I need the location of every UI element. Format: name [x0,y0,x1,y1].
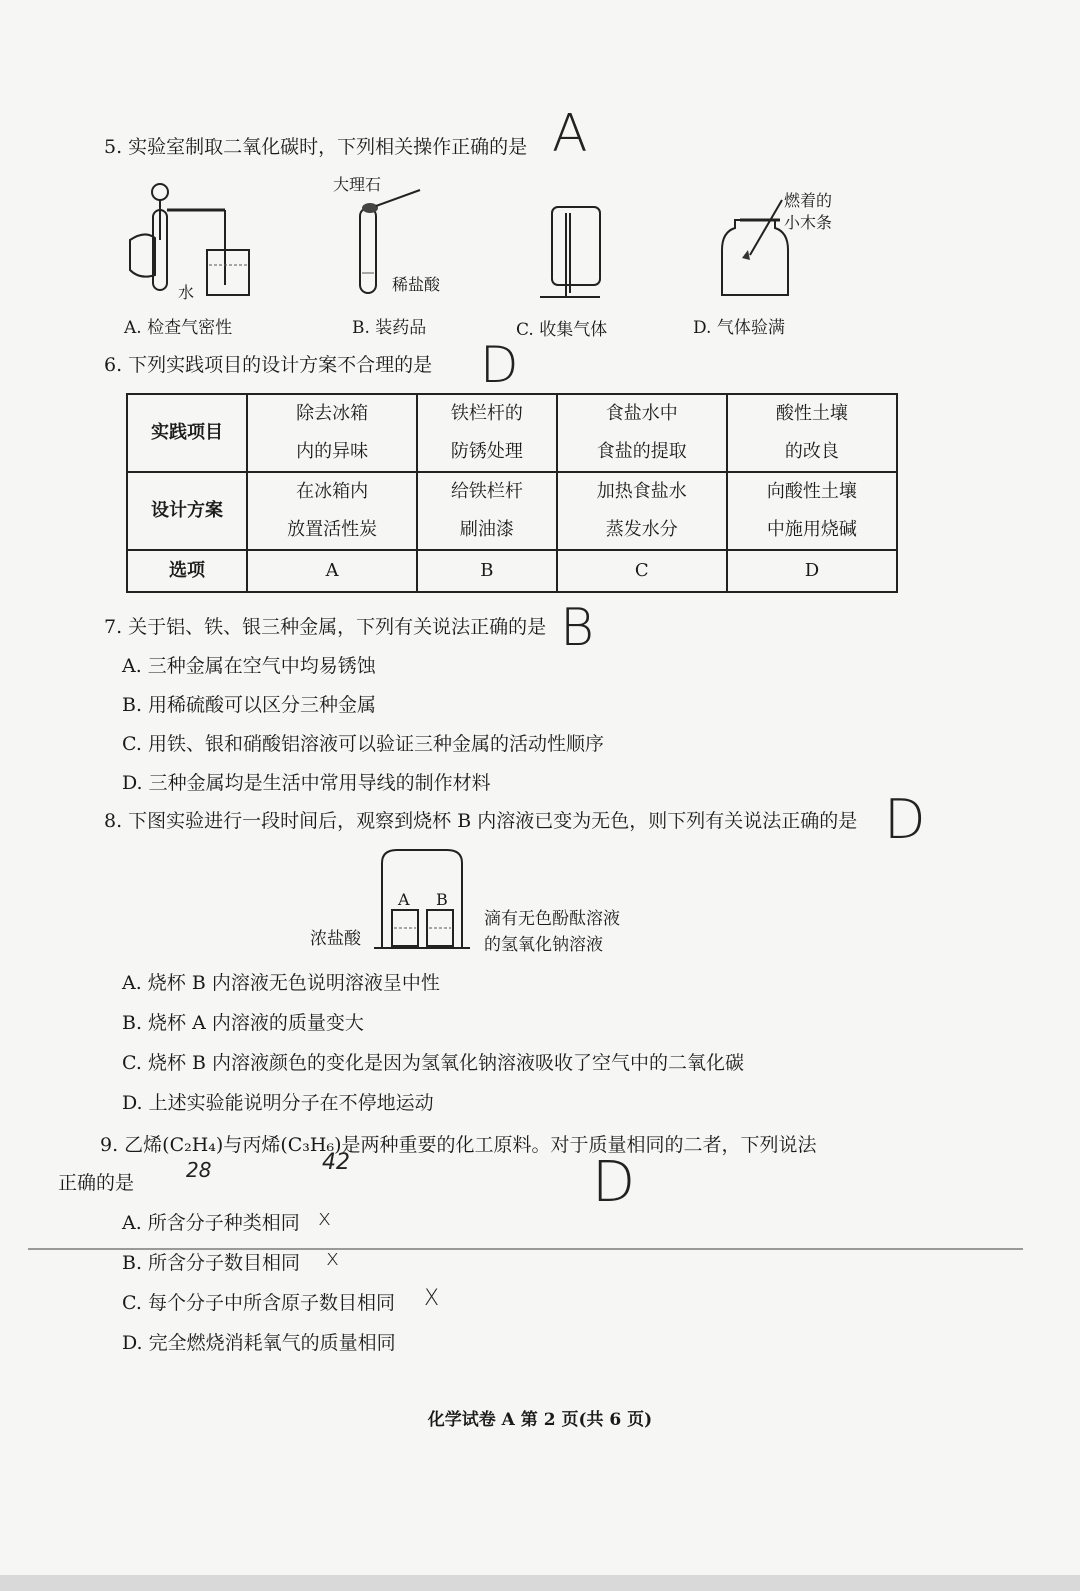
q5-label-stick: 燃着的 小木条 [784,191,833,232]
q5-label-acid: 稀盐酸 [392,275,441,294]
bottom-bar [0,1575,1080,1591]
q5-figure-a [125,180,265,300]
q6-cell: A [247,550,417,592]
q9-handwritten-answer: D [592,1150,636,1215]
q9-mark-b: x [326,1246,340,1271]
q6-cell: 向酸性土壤 中施用烧碱 [727,472,897,550]
q6-table-row [127,394,897,472]
q6-row-head: 选项 [127,550,247,592]
q7-option-a: A. 三种金属在空气中均易锈蚀 [122,655,376,677]
q8-label-b: B [436,890,448,909]
q8-stem: 8. 下图实验进行一段时间后，观察到烧杯 B 内溶液已变为无色，则下列有关说法正确的是 [104,810,858,832]
q7-option-b: B. 用稀硫酸可以区分三种金属 [122,694,377,716]
q6-row-head: 设计方案 [127,472,247,550]
q5-option-d: D. 气体验满 [693,318,785,338]
q6-cell: C [557,550,727,592]
q5-figure-c [540,205,610,305]
q6-cell: B [417,550,557,592]
q9-option-c: C. 每个分子中所含原子数目相同 [122,1292,395,1314]
q6-cell: 铁栏杆的 防锈处理 [417,394,557,472]
q5-option-b: B. 装药品 [352,318,427,338]
q9-stem-line1: 9. 乙烯(C₂H₄)与丙烯(C₃H₆)是两种重要的化工原料。对于质量相同的二者，下列说法 [100,1134,817,1156]
q5-figure-d [720,210,790,305]
q8-option-c: C. 烧杯 B 内溶液颜色的变化是因为氢氧化钠溶液吸收了空气中的二氧化碳 [122,1052,744,1074]
q5-option-a: A. 检查气密性 [124,318,233,338]
q6-stem: 6. 下列实践项目的设计方案不合理的是 [104,354,433,376]
q9-stem-line2: 正确的是 [58,1172,135,1194]
q8-option-b: B. 烧杯 A 内溶液的质量变大 [122,1012,364,1034]
q6-cell: 酸性土壤 的改良 [727,394,897,472]
q9-note-42: 42 [322,1150,350,1175]
q9-option-d: D. 完全燃烧消耗氧气的质量相同 [122,1332,396,1354]
q8-label-hcl: 浓盐酸 [310,929,361,949]
q9-note-28: 28 [186,1158,212,1182]
q9-mark-a: x [318,1206,332,1231]
q6-handwritten-answer: D [480,336,519,394]
q6-table-row [127,472,897,550]
q7-option-d: D. 三种金属均是生活中常用导线的制作材料 [122,772,491,794]
q6-row-head: 实践项目 [127,394,247,472]
q8-option-d: D. 上述实验能说明分子在不停地运动 [122,1092,434,1114]
q9-option-a: A. 所含分子种类相同 [122,1212,300,1234]
q9-mark-c: X [424,1286,440,1311]
q6-cell: 食盐水中 食盐的提取 [557,394,727,472]
q6-cell: 除去冰箱 内的异味 [247,394,417,472]
q8-option-a: A. 烧杯 B 内溶液无色说明溶液呈中性 [122,972,440,994]
q8-label-naoh-1: 滴有无色酚酞溶液 [484,909,620,929]
q6-cell: D [727,550,897,592]
q9-option-b: B. 所含分子数目相同 [122,1252,301,1274]
q7-option-c: C. 用铁、银和硝酸铝溶液可以验证三种金属的活动性顺序 [122,733,604,755]
q5-stem: 5. 实验室制取二氧化碳时，下列相关操作正确的是 [104,136,528,158]
page-footer: 化学试卷 A 第 2 页(共 6 页) [427,1410,653,1430]
q5-label-marble: 大理石 [333,175,382,194]
q8-label-a: A [398,890,410,909]
q5-label-water: 水 [178,283,195,302]
q8-label-naoh-2: 的氢氧化钠溶液 [484,935,603,955]
q6-cell: 给铁栏杆 刷油漆 [417,472,557,550]
q6-table [126,393,898,593]
q8-apparatus [372,848,472,953]
q5-handwritten-answer: A [552,104,588,164]
q7-handwritten-answer: B [560,598,595,658]
q6-table-row [127,550,897,592]
q6-cell: 加热食盐水 蒸发水分 [557,472,727,550]
q6-cell: 在冰箱内 放置活性炭 [247,472,417,550]
q5-option-c: C. 收集气体 [516,320,608,340]
q8-handwritten-answer: D [884,788,926,851]
q7-stem: 7. 关于铝、铁、银三种金属，下列有关说法正确的是 [104,616,547,638]
